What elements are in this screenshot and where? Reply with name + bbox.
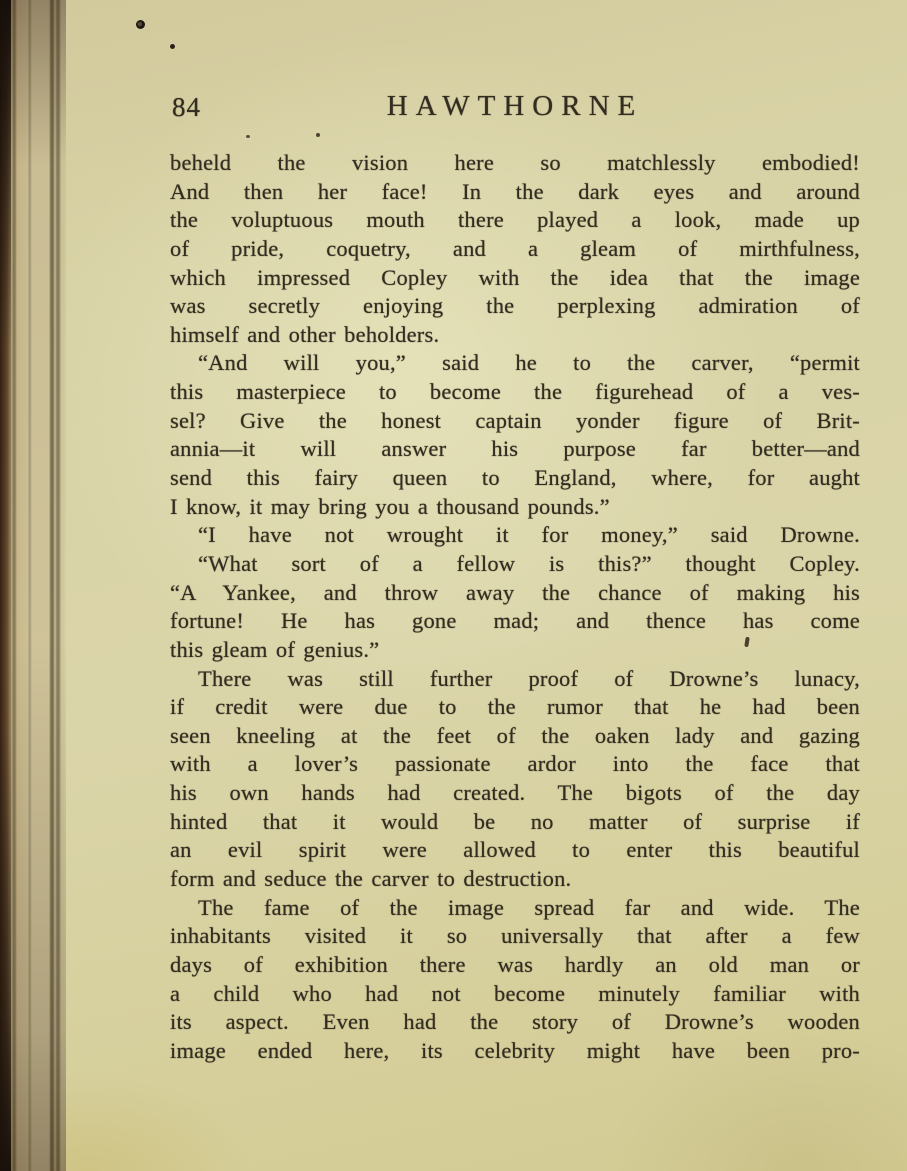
page-number: 84	[172, 92, 201, 122]
text-line: his own hands had created. The bigots of the day	[170, 780, 860, 806]
text-line: an evil spirit were allowed to enter this beautiful	[170, 837, 860, 863]
text-line: of pride, coquetry, and a gleam of mirthfulness,	[170, 235, 860, 261]
text-line: annia—it will answer his purpose far better—and	[170, 436, 860, 462]
text-line: form and seduce the carver to destruction.	[170, 866, 572, 892]
text-line: image ended here, its celebrity might have been pro-	[170, 1037, 860, 1063]
text-line: this gleam of genius.”	[170, 636, 380, 662]
text-line: There was still further proof of Drowne’s lunacy,	[198, 665, 860, 691]
text-line: “I have not wrought it for money,” said Drowne.	[198, 522, 860, 548]
text-line: this masterpiece to become the figurehead of a ves-	[170, 379, 860, 405]
text-line: “And will you,” said he to the carver, “permit	[198, 350, 860, 376]
text-line: inhabitants visited it so universally that after a few	[170, 923, 860, 949]
text-line: sel? Give the honest captain yonder figure of Brit-	[170, 407, 860, 433]
page-left-dark-edge	[0, 0, 11, 1171]
text-line: himself and other beholders.	[170, 321, 440, 347]
ink-speck	[170, 44, 175, 49]
ink-speck	[136, 20, 145, 29]
text-line: seen kneeling at the feet of the oaken lady and gazing	[170, 722, 860, 748]
text-line: I know, it may bring you a thousand pounds.”	[170, 493, 610, 519]
text-line: hinted that it would be no matter of surprise if	[170, 808, 860, 834]
text-block	[170, 149, 860, 1066]
running-head-title: HAWTHORNE	[386, 90, 644, 122]
text-line: And then her face! In the dark eyes and around	[170, 178, 860, 204]
text-line: which impressed Copley with the idea that the image	[170, 264, 860, 290]
text-line: “What sort of a fellow is this?” thought Copley.	[198, 550, 860, 576]
ink-speck	[316, 133, 320, 137]
text-line: its aspect. Even had the story of Drowne’s wooden	[170, 1009, 860, 1035]
text-line: days of exhibition there was hardly an old man or	[170, 951, 860, 977]
text-line: fortune! He has gone mad; and thence has come	[170, 608, 860, 634]
text-line: with a lover’s passionate ardor into the face that	[170, 751, 860, 777]
text-line: a child who had not become minutely familiar with	[170, 980, 860, 1006]
text-line: send this fairy queen to England, where, for aught	[170, 465, 860, 491]
ink-speck	[246, 135, 250, 138]
text-line: was secretly enjoying the perplexing admiration of	[170, 293, 860, 319]
text-line: if credit were due to the rumor that he had been	[170, 694, 860, 720]
text-line: the voluptuous mouth there played a look, made up	[170, 207, 860, 233]
text-line: beheld the vision here so matchlessly embodied!	[170, 150, 860, 175]
text-line: The fame of the image spread far and wide. The	[198, 894, 860, 920]
text-line: “A Yankee, and throw away the chance of making his	[170, 579, 860, 605]
